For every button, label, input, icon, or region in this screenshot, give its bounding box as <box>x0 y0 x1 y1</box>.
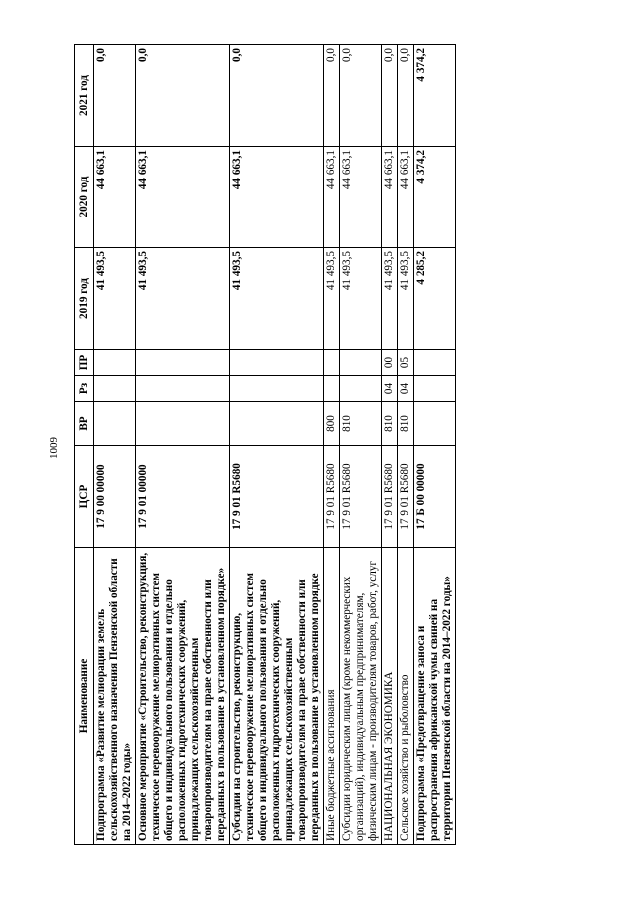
cell-name: Основное мероприятие «Строительство, реконструкция, техническое перевооружение мелиоративных систем общего и индивидуального пользования и отдельно расположенных гидротехнических сооружений, принадлежащих сельскохозяйственным товаропроизводителям на праве собственности или переданных в пользование в установленном порядке» <box>135 548 229 845</box>
cell-csr: 17 9 01 R5680 <box>323 446 339 548</box>
cell-pr <box>229 350 323 376</box>
cell-rz <box>339 376 381 402</box>
cell-y2020: 44 663,1 <box>229 147 323 248</box>
cell-y2021: 0,0 <box>94 45 136 147</box>
cell-y2019: 41 493,5 <box>339 248 381 350</box>
table-body <box>94 45 456 845</box>
cell-rz <box>135 376 229 402</box>
cell-y2021: 0,0 <box>339 45 381 147</box>
cell-rz <box>323 376 339 402</box>
header-2020: 2020 год <box>75 147 94 248</box>
cell-csr: 17 9 01 R5680 <box>397 446 413 548</box>
cell-y2020: 44 663,1 <box>323 147 339 248</box>
cell-pr <box>94 350 136 376</box>
cell-rz: 04 <box>381 376 397 402</box>
cell-pr: 05 <box>397 350 413 376</box>
cell-vr: 810 <box>339 402 381 446</box>
cell-vr <box>135 402 229 446</box>
cell-rz <box>94 376 136 402</box>
cell-y2019: 41 493,5 <box>94 248 136 350</box>
cell-y2021: 0,0 <box>229 45 323 147</box>
cell-csr: 17 9 01 R5680 <box>339 446 381 548</box>
table-row <box>229 45 323 845</box>
cell-name: Субсидии на строительство, реконструкцию, техническое перевооружение мелиоративных систем общего и индивидуального пользования и отдельно расположенных гидротехнических сооружений, принадлежащих сельскохозяйственным товаропроизводителям на праве собственности или переданных в пользование в установленном порядке <box>229 548 323 845</box>
cell-rz <box>413 376 455 402</box>
cell-y2020: 44 663,1 <box>94 147 136 248</box>
cell-pr <box>135 350 229 376</box>
cell-y2020: 44 663,1 <box>339 147 381 248</box>
header-name: Наименование <box>75 548 94 845</box>
cell-y2019: 41 493,5 <box>397 248 413 350</box>
page-number: 1009 <box>48 437 60 459</box>
header-vr: ВР <box>75 402 94 446</box>
cell-pr <box>339 350 381 376</box>
cell-y2019: 41 493,5 <box>381 248 397 350</box>
cell-y2019: 41 493,5 <box>323 248 339 350</box>
table-header-row <box>75 45 94 845</box>
cell-pr <box>413 350 455 376</box>
cell-y2020: 44 663,1 <box>381 147 397 248</box>
cell-pr: 00 <box>381 350 397 376</box>
table-row <box>135 45 229 845</box>
cell-name: Подпрограмма «Развитие мелиорации земель сельскохозяйственного назначения Пензенской области на 2014–2022 годы» <box>94 548 136 845</box>
header-csr: ЦСР <box>75 446 94 548</box>
cell-rz: 04 <box>397 376 413 402</box>
cell-y2020: 4 374,2 <box>413 147 455 248</box>
cell-name: Сельское хозяйство и рыболовство <box>397 548 413 845</box>
cell-y2021: 0,0 <box>323 45 339 147</box>
cell-y2019: 4 285,2 <box>413 248 455 350</box>
cell-name: Субсидии юридическим лицам (кроме некоммерческих организаций), индивидуальным предпринимателям, физическим лицам - производителям товаров, работ, услуг <box>339 548 381 845</box>
cell-csr: 17 9 01 00000 <box>135 446 229 548</box>
cell-y2020: 44 663,1 <box>397 147 413 248</box>
cell-csr: 17 9 01 R5680 <box>381 446 397 548</box>
cell-y2021: 0,0 <box>397 45 413 147</box>
budget-table <box>74 44 456 845</box>
cell-y2019: 41 493,5 <box>135 248 229 350</box>
table-row <box>413 45 455 845</box>
header-2021: 2021 год <box>75 45 94 147</box>
table-row <box>397 45 413 845</box>
cell-pr <box>323 350 339 376</box>
cell-csr: 17 9 00 00000 <box>94 446 136 548</box>
cell-y2020: 44 663,1 <box>135 147 229 248</box>
header-pr: ПР <box>75 350 94 376</box>
cell-y2021: 0,0 <box>135 45 229 147</box>
cell-y2021: 4 374,2 <box>413 45 455 147</box>
cell-csr: 17 Б 00 00000 <box>413 446 455 548</box>
cell-vr <box>94 402 136 446</box>
rotated-table-container <box>74 45 566 845</box>
table-row <box>381 45 397 845</box>
cell-name: Иные бюджетные ассигнования <box>323 548 339 845</box>
cell-csr: 17 9 01 R5680 <box>229 446 323 548</box>
table-row <box>339 45 381 845</box>
cell-vr: 800 <box>323 402 339 446</box>
cell-vr <box>229 402 323 446</box>
table-row <box>94 45 136 845</box>
cell-vr: 810 <box>397 402 413 446</box>
cell-name: НАЦИОНАЛЬНАЯ ЭКОНОМИКА <box>381 548 397 845</box>
cell-name: Подпрограмма «Предотвращение заноса и распространения африканской чумы свиней на территории Пензенской области на 2014–2022 годы» <box>413 548 455 845</box>
header-2019: 2019 год <box>75 248 94 350</box>
cell-rz <box>229 376 323 402</box>
cell-y2019: 41 493,5 <box>229 248 323 350</box>
header-rz: Рз <box>75 376 94 402</box>
cell-y2021: 0,0 <box>381 45 397 147</box>
table-row <box>323 45 339 845</box>
cell-vr: 810 <box>381 402 397 446</box>
cell-vr <box>413 402 455 446</box>
